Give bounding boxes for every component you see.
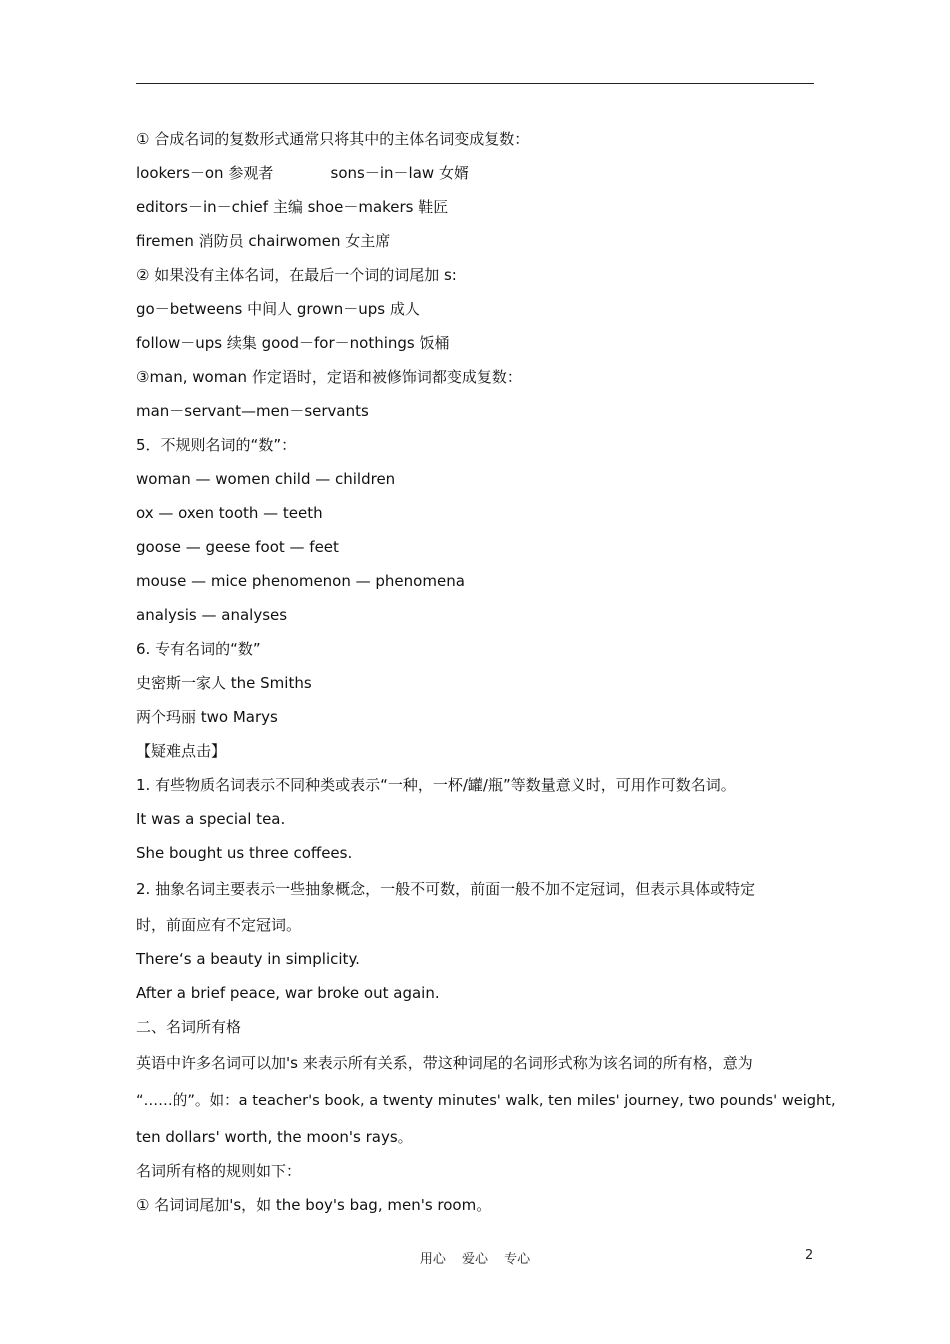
text-line: It was a special tea.	[136, 810, 286, 828]
text-line: ① 合成名词的复数形式通常只将其中的主体名词变成复数：	[136, 130, 530, 148]
text-line: ③man, woman 作定语时，定语和被修饰词都变成复数：	[136, 368, 522, 386]
footer-slogan: 用心 爱心 专心	[419, 1252, 531, 1267]
text-line: ② 如果没有主体名词，在最后一个词的词尾加 s:	[136, 266, 457, 284]
text-line: ① 名词词尾加's，如 the boy's bag, men's room。	[136, 1196, 492, 1214]
text-line: ten dollars' worth, the moon's rays。	[136, 1128, 413, 1146]
text-line: ox — oxen tooth — teeth	[136, 504, 323, 522]
text-line: man－servant—men－servants	[136, 402, 369, 420]
text-line: follow－ups 续集 good－for－nothings 饭桶	[136, 334, 450, 352]
text-line: 2. 抽象名词主要表示一些抽象概念，一般不可数，前面一般不加不定冠词，但表示具体或特定	[136, 880, 756, 898]
text-line: editors－in－chief 主编 shoe－makers 鞋匠	[136, 198, 449, 216]
text-line: 时，前面应有不定冠词。	[136, 916, 302, 934]
text-line: woman — women child — children	[136, 470, 396, 488]
text-line: After a brief peace, war broke out again.	[136, 984, 440, 1002]
text-line: 两个玛丽 two Marys	[136, 708, 278, 726]
text-line: lookers－on 参观者 sons－in－law 女婿	[136, 164, 469, 182]
text-line: 5．不规则名词的“数”：	[136, 436, 297, 454]
page-number: 2	[805, 1248, 814, 1263]
section-heading: 【疑难点击】	[136, 742, 227, 760]
text-line: There‘s a beauty in simplicity.	[136, 950, 360, 968]
text-line: 1. 有些物质名词表示不同种类或表示“一种，一杯/罐/瓶”等数量意义时，可用作可数名词。	[136, 776, 736, 794]
text-line: mouse — mice phenomenon — phenomena	[136, 572, 465, 590]
text-line: “……的”。如：a teacher's book, a twenty minutes' walk, ten miles' journey, two pounds' weight,	[136, 1092, 836, 1109]
text-line: 名词所有格的规则如下：	[136, 1162, 302, 1180]
text-line: 6. 专有名词的“数”	[136, 640, 261, 658]
text-line: She bought us three coffees.	[136, 844, 353, 862]
section-heading: 二、名词所有格	[136, 1018, 242, 1036]
text-line: 英语中许多名词可以加's 来表示所有关系，带这种词尾的名词形式称为该名词的所有格，意为	[136, 1054, 753, 1072]
text-line: firemen 消防员 chairwomen 女主席	[136, 232, 391, 250]
text-line: 史密斯一家人 the Smiths	[136, 674, 312, 692]
text-line: goose — geese foot — feet	[136, 538, 339, 556]
document-body	[136, 122, 836, 1222]
header-rule	[136, 83, 814, 84]
text-line: go－betweens 中间人 grown－ups 成人	[136, 300, 420, 318]
text-line: analysis — analyses	[136, 606, 288, 624]
